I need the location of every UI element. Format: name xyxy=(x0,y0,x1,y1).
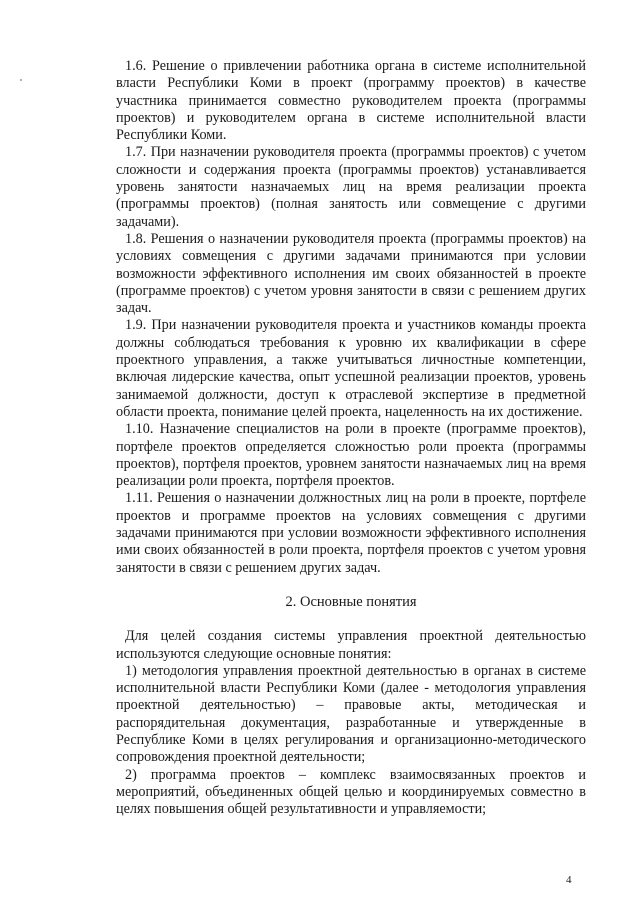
page-number: 4 xyxy=(566,874,572,886)
paragraph-1-8: 1.8. Решения о назначении руководителя проекта (программы проектов) на условиях совмещения с другими задачами принимаются при условии возможности эффективного исполнения им своих обязанностей в проекте (программе проектов) с учетом уровня занятости в связи с решением других задач. xyxy=(116,230,586,317)
paragraph-1-7: 1.7. При назначении руководителя проекта (программы проектов) с учетом сложности и содержания проекта (программы проектов) устанавливается уровень занятости назначаемых лиц на время реализации проекта (программы проектов) (полная занятость или совмещение с другими задачами). xyxy=(116,144,586,230)
section-heading: 2. Основные понятия xyxy=(285,593,417,610)
definition-item-1: 1) методология управления проектной деятельностью в органах в системе исполнительной власти Республики Коми (далее - методология управления проектной деятельностью) – правовые акты, методическая и распорядительная документация, разработанные и утвержденные в Республике Коми в целях регулирования и организационно-методического сопровождения проектной деятельности; xyxy=(116,662,586,766)
scan-dot-mark xyxy=(20,79,22,81)
paragraph-1-10: 1.10. Назначение специалистов на роли в проекте (программе проектов), портфеле проектов определяется сложностью роли проекта (программы проектов), портфеля проектов, уровнем занятости назначаемых лиц на время реализации роли проекта, портфеля проектов. xyxy=(116,421,586,490)
section-intro: Для целей создания системы управления проектной деятельностью используются следующие основные понятия: xyxy=(116,628,586,662)
paragraph-1-11: 1.11. Решения о назначении должностных лиц на роли в проекте, портфеле проектов и программе проектов на условиях совмещения с другими задачами принимаются при условии возможности эффективного исполнения ими своих обязанностей в роли проекта, портфеля проектов с учетом уровня занятости в связи с решением других задач. xyxy=(116,490,586,576)
document-body xyxy=(116,58,586,818)
definition-item-2: 2) программа проектов – комплекс взаимосвязанных проектов и мероприятий, объединенных общей целью и координируемых совместно в целях повышения общей результативности и управляемости; xyxy=(116,766,586,818)
paragraph-1-9: 1.9. При назначении руководителя проекта и участников команды проекта должны соблюдаться требования к уровню их квалификации в сфере проектного управления, а также учитываться личностные компетенции, включая лидерские качества, опыт успешной реализации проектов, уровень занимаемой должности, доступ к отраслевой экспертизе в предметной области проекта, понимание целей проекта, нацеленность на их достижение. xyxy=(116,317,586,420)
paragraph-1-6: 1.6. Решение о привлечении работника органа в системе исполнительной власти Республики Коми в проект (программу проектов) в качестве участника принимается совместно руководителем проекта (программы проектов) и руководителем органа в системе исполнительной власти Республики Коми. xyxy=(116,58,586,144)
